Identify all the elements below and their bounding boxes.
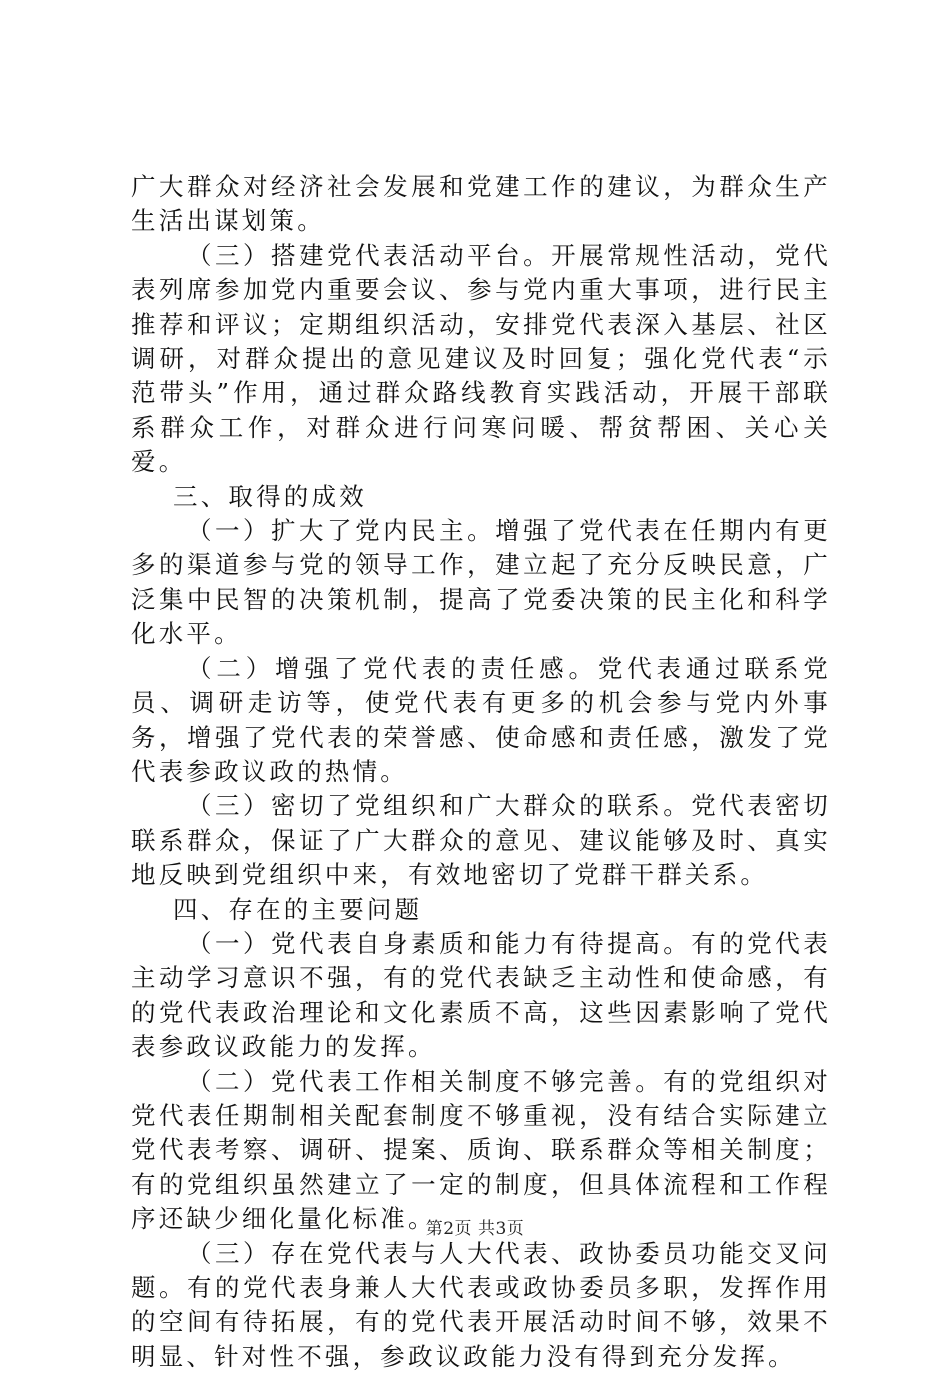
paragraph-platform: （三）搭建党代表活动平台。开展常规性活动，党代表列席参加党内重要会议、参与党内重大事项，进行民主推荐和评议；定期组织活动，安排党代表深入基层、社区调研，对群众提出的意见建议及时回复；强化党代表“示范带头”作用，通过群众路线教育实践活动，开展干部联系群众工作，对群众进行问寒问暖、帮贫帮困、关心关爱。 xyxy=(131,240,831,477)
paragraph-result-3: （三）密切了党组织和广大群众的联系。党代表密切联系群众，保证了广大群众的意见、建议能够及时、真实地反映到党组织中来，有效地密切了党群干群关系。 xyxy=(131,791,831,890)
paragraph-problem-3: （三）存在党代表与人大代表、政协委员功能交叉问题。有的党代表身兼人大代表或政协委员多职，发挥作用的空间有待拓展，有的党代表开展活动时间不够，效果不明显、针对性不强，参政议政能力没有得到充分发挥。 xyxy=(131,1238,831,1371)
paragraph-problem-2: （二）党代表工作相关制度不够完善。有的党组织对党代表任期制相关配套制度不够重视，没有结合实际建立党代表考察、调研、提案、质询、联系群众等相关制度；有的党组织虽然建立了一定的制度，但具体流程和工作程序还缺少细化量化标准。 xyxy=(131,1066,831,1234)
page-number-footer: 第2页 共3页 xyxy=(425,1219,525,1239)
section-heading-results: 三、取得的成效 xyxy=(173,481,367,511)
section-heading-problems: 四、存在的主要问题 xyxy=(173,894,423,924)
document-body xyxy=(131,170,831,1374)
paragraph-problem-1: （一）党代表自身素质和能力有待提高。有的党代表主动学习意识不强，有的党代表缺乏主动性和使命感，有的党代表政治理论和文化素质不高，这些因素影响了党代表参政议政能力的发挥。 xyxy=(131,928,831,1062)
paragraph-result-1: （一）扩大了党内民主。增强了党代表在任期内有更多的渠道参与党的领导工作，建立起了充分反映民意，广泛集中民智的决策机制，提高了党委决策的民主化和科学化水平。 xyxy=(131,516,831,649)
paragraph-result-2: （二）增强了党代表的责任感。党代表通过联系党员、调研走访等，使党代表有更多的机会参与党内外事务，增强了党代表的荣誉感、使命感和责任感，激发了党代表参政议政的热情。 xyxy=(131,653,831,786)
paragraph-continuation: 广大群众对经济社会发展和党建工作的建议，为群众生产生活出谋划策。 xyxy=(131,172,831,236)
